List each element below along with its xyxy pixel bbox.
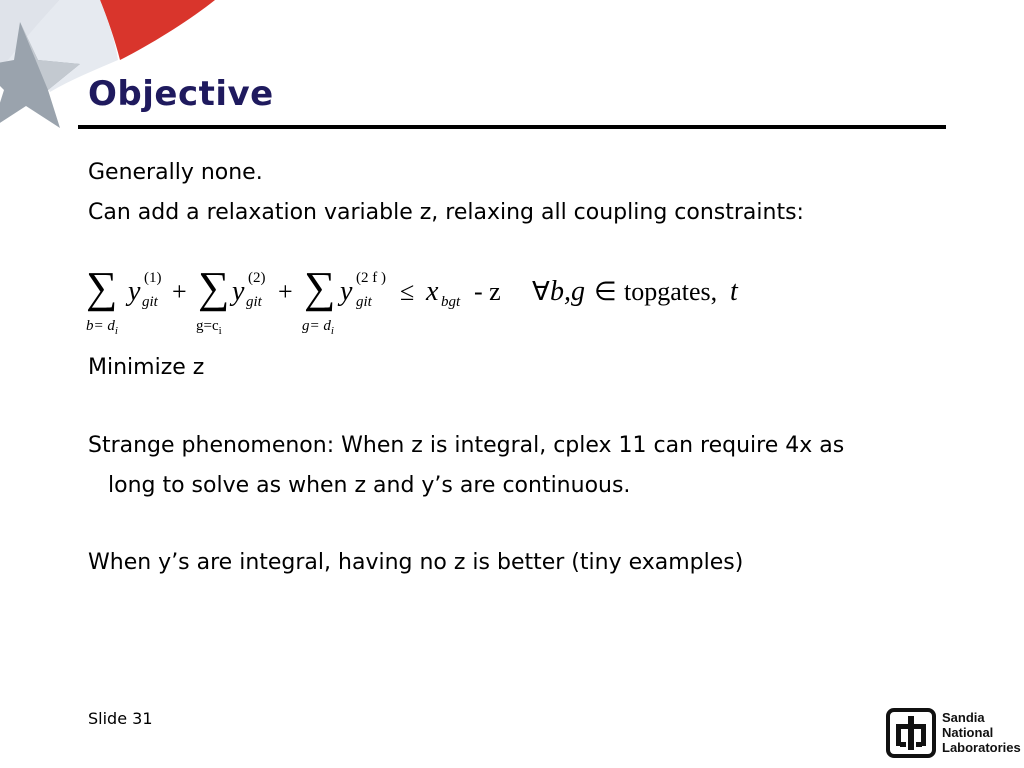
sandia-logo	[886, 708, 1021, 760]
formula-subscript: git	[246, 294, 262, 310]
sum-symbol: ∑	[304, 263, 336, 312]
formula-var: b,g	[550, 276, 585, 307]
formula-var: y	[128, 276, 141, 307]
formula-operator: - z	[474, 277, 501, 306]
body-text-line: long to solve as when z and y’s are continuous.	[108, 473, 631, 498]
formula-var: y	[232, 276, 245, 307]
slide-title: Objective	[88, 74, 274, 114]
body-text-line: Strange phenomenon: When z is integral, cplex 11 can require 4x as	[88, 433, 845, 458]
formula-operator: +	[278, 277, 293, 306]
sandia-logo-text: Sandia National Laboratories	[942, 710, 1021, 755]
sum-limit: $g= d_i$	[302, 318, 334, 337]
formula-superscript: (2)	[248, 270, 266, 286]
element-of-symbol: ∈	[594, 277, 617, 306]
sum-symbol: ∑	[86, 263, 118, 312]
body-text-line: When y’s are integral, having no z is better (tiny examples)	[88, 550, 744, 575]
formula-var: x	[426, 276, 439, 307]
thunderbird-icon	[886, 708, 936, 758]
body-text-line: Can add a relaxation variable z, relaxing all coupling constraints:	[88, 200, 804, 225]
formula-superscript: (1)	[144, 270, 162, 286]
formula-text: topgates,	[624, 277, 718, 306]
coupling-constraint-formula	[86, 262, 846, 342]
body-text-line: Minimize z	[88, 355, 205, 380]
body-text-line: Generally none.	[88, 160, 263, 185]
formula-var: y	[340, 276, 353, 307]
title-divider	[78, 125, 946, 129]
formula-subscript: git	[356, 294, 372, 310]
slide-number: Slide 31	[88, 709, 153, 728]
forall-symbol: ∀	[532, 277, 550, 306]
formula-operator: ≤	[400, 277, 415, 306]
formula-subscript: bgt	[441, 294, 461, 310]
formula-var: t	[730, 276, 738, 307]
formula-superscript: (2 f )	[356, 270, 386, 286]
formula-subscript: git	[142, 294, 158, 310]
sum-symbol: ∑	[198, 263, 230, 312]
sum-limit: $g=c_i$	[196, 318, 222, 337]
sum-limit: $b= d_i$	[86, 318, 118, 337]
formula-operator: +	[172, 277, 187, 306]
